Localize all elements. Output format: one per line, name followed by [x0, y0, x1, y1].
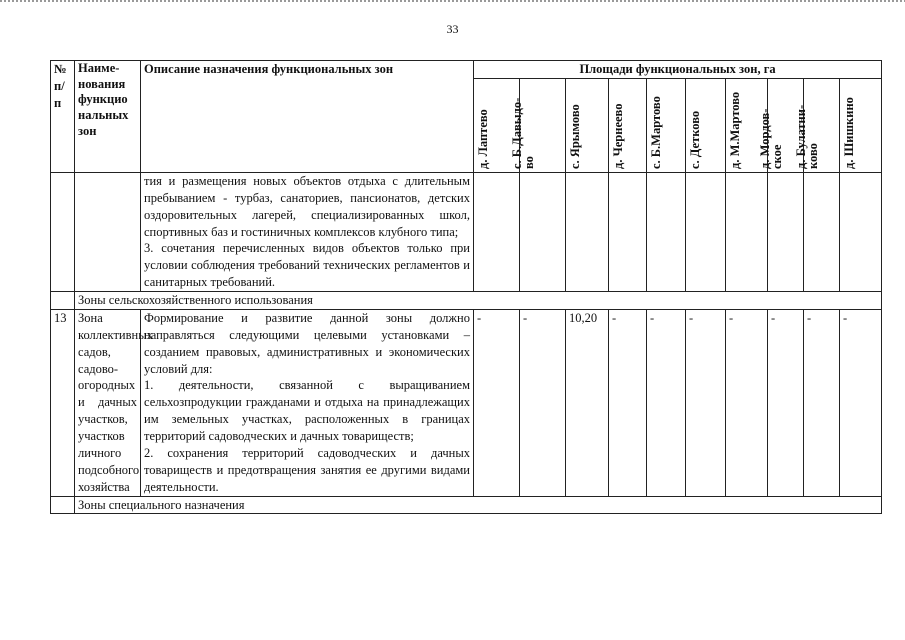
cell-value	[686, 172, 726, 291]
section-title: Зоны сельскохозяйственного использования	[75, 292, 882, 310]
cell-description	[141, 309, 474, 496]
description-paragraph: 2. сохранения территорий садоводческих и дачных товариществ и предотвращения занятия ее другими видами деятельности.	[144, 445, 470, 494]
cell-value	[520, 172, 566, 291]
description-paragraph: тия и размещения новых объектов отдыха с длительным пребыванием - турбаз, санаториев, пансионатов, детских оздоровительных лагерей, специализированных школ, спортивных баз и гостиничных комплексов клубного типа;	[144, 173, 470, 239]
continuation-row	[51, 172, 882, 291]
cell-value	[840, 172, 882, 291]
cell-description	[141, 172, 474, 291]
header-settlement-9	[794, 78, 840, 172]
cell-number	[51, 292, 75, 310]
header-settlement-3	[566, 78, 609, 172]
page-number: 33	[446, 22, 459, 36]
cell-value	[566, 172, 609, 291]
section-row-agricultural	[51, 292, 882, 310]
header-settlement-5	[647, 78, 686, 172]
section-row-special	[51, 496, 882, 514]
settlement-label: д. Лаптево	[476, 109, 490, 169]
section-title: Зоны специального назначения	[75, 496, 882, 514]
cell-value: -	[768, 309, 804, 496]
settlement-label: д. М.Мартово	[728, 91, 742, 169]
cell-number	[51, 172, 75, 291]
cell-value	[609, 172, 647, 291]
description-paragraph: 3. сочетания перечисленных видов объектов только при условии соблюдения требований технических регламентов и санитарных требований.	[144, 241, 470, 290]
settlement-label: с. Б.Мартово	[649, 96, 663, 169]
cell-value: -	[647, 309, 686, 496]
settlement-label: д. Булатни- ково	[794, 104, 820, 169]
cell-value: -	[726, 309, 768, 496]
cell-value	[726, 172, 768, 291]
settlement-label: д. Шишкино	[842, 96, 856, 169]
header-settlement-2	[510, 78, 566, 172]
header-number	[51, 61, 75, 173]
cell-number	[51, 496, 75, 514]
cell-number: 13	[51, 309, 75, 496]
settlement-label: д. Чернеево	[611, 103, 625, 169]
header-area-group: Площади функциональных зон, га	[474, 61, 882, 79]
table-row-13	[51, 309, 882, 496]
cell-zone-name: Зона коллективных садов, садово-огородных и дачных участков, участков личного подсобного хозяйства	[75, 309, 141, 496]
cell-value	[474, 172, 520, 291]
cell-value: -	[474, 309, 520, 496]
header-zone-name-label: Наиме- нования функцио нальных зон	[78, 61, 129, 138]
page-top-edge	[0, 0, 905, 2]
settlement-label: д. Мордов- ское	[758, 108, 784, 169]
cell-zone-name	[75, 172, 141, 291]
functional-zones-table	[50, 60, 882, 514]
header-description: Описание назначения функциональных зон	[141, 61, 474, 173]
header-settlement-10	[840, 78, 882, 172]
header-zone-name	[75, 61, 141, 173]
cell-value: 10,20	[566, 309, 609, 496]
cell-value	[647, 172, 686, 291]
description-paragraph: 1. деятельности, связанной с выращиванием сельхозпродукции гражданами и отдыха на принадлежащих им земельных участках, расположенных в границах территорий садоводческих и дачных товариществ;	[144, 378, 470, 443]
cell-value: -	[840, 309, 882, 496]
settlement-label: с. Б.Давыдо- во	[510, 97, 536, 169]
cell-value: -	[686, 309, 726, 496]
cell-value	[768, 172, 804, 291]
cell-value: -	[609, 309, 647, 496]
cell-value	[804, 172, 840, 291]
header-settlement-6	[686, 78, 726, 172]
settlement-label: с. Детково	[688, 110, 702, 169]
description-paragraph: Формирование и развитие данной зоны должно направляться следующими целевыми установками – созданием правовых, административных и экономических условий для:	[144, 310, 470, 376]
header-settlement-4	[609, 78, 647, 172]
settlement-label: с. Ярымово	[568, 104, 582, 169]
header-number-label: № п/ п	[54, 62, 67, 110]
cell-value: -	[520, 309, 566, 496]
cell-value: -	[804, 309, 840, 496]
